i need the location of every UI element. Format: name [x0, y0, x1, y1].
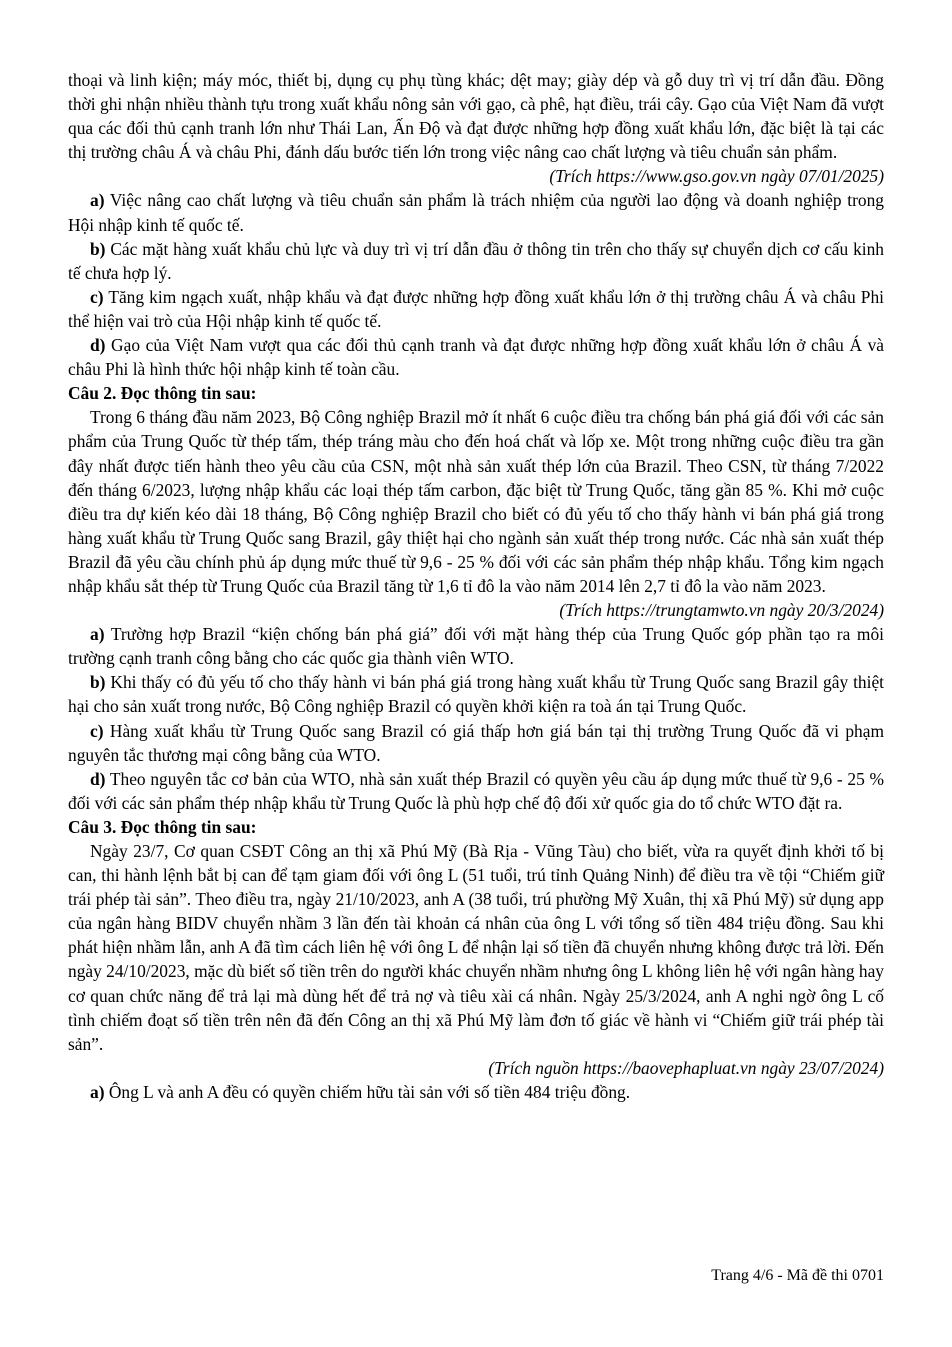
- option-text: Việc nâng cao chất lượng và tiêu chuẩn sản phẩm là trách nhiệm của người lao động và doanh nghiệp trong Hội nhập kinh tế quốc tế.: [68, 190, 884, 235]
- question-3-option-a: [68, 1080, 884, 1104]
- question-2-option-d: [68, 767, 884, 815]
- option-label: d): [90, 335, 106, 356]
- option-text: Các mặt hàng xuất khẩu chủ lực và duy trì vị trí dẫn đầu ở thông tin trên cho thấy sự chuyển dịch cơ cấu kinh tế chưa hợp lý.: [68, 238, 884, 283]
- intro-option-b: [68, 237, 884, 285]
- option-label: a): [90, 1081, 105, 1102]
- option-label: b): [90, 672, 106, 693]
- question-2-body: Trong 6 tháng đầu năm 2023, Bộ Công nghiệp Brazil mở ít nhất 6 cuộc điều tra chống bán phá giá đối với các sản phẩm của Trung Quốc từ thép tấm, thép tráng màu cho đến hoá chất và lốp xe. Một trong những cuộc điều tra gần đây nhất được tiến hành theo yêu cầu của CSN, một nhà sản xuất thép lớn của Brazil. Theo CSN, từ tháng 7/2022 đến tháng 6/2023, lượng nhập khẩu các loại thép tấm carbon, đặc biệt từ Trung Quốc, tăng gần 85 %. Khi mở cuộc điều tra dự kiến kéo dài 18 tháng, Bộ Công nghiệp Brazil cho biết có đủ yếu tố cho thấy hành vi bán phá giá trong hàng xuất khẩu từ Trung Quốc sang Brazil, gây thiệt hại cho ngành sản xuất thép trong nước. Các nhà sản xuất thép Brazil đã yêu cầu chính phủ áp dụng mức thuế từ 9,6 - 25 % đối với các sản phẩm thép nhập khẩu. Tổng kim ngạch nhập khẩu sắt thép từ Trung Quốc của Brazil tăng từ 1,6 tỉ đô la vào năm 2014 lên 2,7 tỉ đô la vào năm 2023.: [68, 407, 884, 596]
- question-3-heading: Câu 3. Đọc thông tin sau:: [68, 816, 257, 837]
- question-2-source-citation: (Trích https://trungtamwto.vn ngày 20/3/2024): [559, 600, 884, 621]
- option-text: Theo nguyên tắc cơ bản của WTO, nhà sản xuất thép Brazil có quyền yêu cầu áp dụng mức thuế từ 9,6 - 25 % đối với các sản phẩm thép nhập khẩu từ Trung Quốc là phù hợp chế độ đối xử quốc gia do tổ chức WTO đặt ra.: [68, 768, 884, 813]
- option-label: c): [90, 286, 104, 307]
- intro-option-c: [68, 285, 884, 333]
- question-3-body: Ngày 23/7, Cơ quan CSĐT Công an thị xã Phú Mỹ (Bà Rịa - Vũng Tàu) cho biết, vừa ra quyết định khởi tố bị can, thi hành lệnh bắt bị can để tạm giam đối với ông L (51 tuổi, trú tỉnh Quảng Ninh) để điều tra về tội “Chiếm giữ trái phép tài sản”. Theo điều tra, ngày 21/10/2023, anh A (38 tuổi, trú phường Mỹ Xuân, thị xã Phú Mỹ) sử dụng app của ngân hàng BIDV chuyển nhầm 3 lần đến tài khoản cá nhân của ông L với tổng số tiền 484 triệu đồng. Sau khi phát hiện nhầm lẫn, anh A đã tìm cách liên hệ với ông L để nhận lại số tiền đã chuyển nhưng không được trả lời. Đến ngày 24/10/2023, mặc dù biết số tiền trên do người khác chuyển nhầm nhưng ông L không liên hệ với ngân hàng hay cơ quan chức năng để trả lại mà dùng hết để trả nợ và tiêu xài cá nhân. Ngày 25/3/2024, anh A nghi ngờ ông L cố tình chiếm đoạt số tiền trên nên đã đến Công an thị xã Phú Mỹ làm đơn tố giác về hành vi “Chiếm giữ trái phép tài sản”.: [68, 841, 884, 1054]
- option-label: d): [90, 768, 106, 789]
- document-page: [68, 68, 884, 1104]
- option-text: Trường hợp Brazil “kiện chống bán phá giá” đối với mặt hàng thép của Trung Quốc góp phần tạo ra môi trường cạnh tranh công bằng cho các quốc gia thành viên WTO.: [68, 624, 884, 669]
- question-2-option-a: [68, 622, 884, 670]
- option-text: Gạo của Việt Nam vượt qua các đối thủ cạnh tranh và đạt được những hợp đồng xuất khẩu lớn ở châu Á và châu Phi là hình thức hội nhập kinh tế toàn cầu.: [68, 335, 884, 380]
- option-label: a): [90, 624, 105, 645]
- question-2-heading: Câu 2. Đọc thông tin sau:: [68, 383, 257, 404]
- question-2-option-b: [68, 670, 884, 718]
- option-text: Khi thấy có đủ yếu tố cho thấy hành vi bán phá giá trong hàng xuất khẩu từ Trung Quốc sang Brazil gây thiệt hại cho sản xuất trong nước, Bộ Công nghiệp Brazil có quyền khởi kiện ra toà án tại Trung Quốc.: [68, 672, 884, 717]
- option-label: b): [90, 238, 106, 259]
- page-footer: Trang 4/6 - Mã đề thi 0701: [711, 1267, 884, 1284]
- intro-option-d: [68, 333, 884, 381]
- option-text: Tăng kim ngạch xuất, nhập khẩu và đạt được những hợp đồng xuất khẩu lớn ở thị trường châu Á và châu Phi thể hiện vai trò của Hội nhập kinh tế quốc tế.: [68, 286, 884, 331]
- option-text: Hàng xuất khẩu từ Trung Quốc sang Brazil có giá thấp hơn giá bán tại thị trường Trung Quốc đã vi phạm nguyên tắc thương mại công bằng của WTO.: [68, 720, 884, 765]
- option-label: c): [90, 720, 104, 741]
- question-3-source-citation: (Trích nguồn https://baovephapluat.vn ngày 23/07/2024): [488, 1057, 884, 1078]
- intro-source-citation: (Trích https://www.gso.gov.vn ngày 07/01/2025): [549, 166, 884, 187]
- intro-option-a: [68, 188, 884, 236]
- intro-paragraph: thoại và linh kiện; máy móc, thiết bị, dụng cụ phụ tùng khác; dệt may; giày dép và gỗ duy trì vị trí dẫn đầu. Đồng thời ghi nhận nhiều thành tựu trong xuất khẩu nông sản với gạo, cà phê, hạt điều, trái cây. Gạo của Việt Nam đã vượt qua các đối thủ cạnh tranh lớn như Thái Lan, Ấn Độ và đạt được những hợp đồng xuất khẩu lớn, đặc biệt là tại các thị trường châu Á và châu Phi, đánh dấu bước tiến lớn trong việc nâng cao chất lượng và tiêu chuẩn sản phẩm.: [68, 70, 884, 163]
- option-text: Ông L và anh A đều có quyền chiếm hữu tài sản với số tiền 484 triệu đồng.: [104, 1081, 631, 1102]
- question-2-option-c: [68, 719, 884, 767]
- option-label: a): [90, 190, 105, 211]
